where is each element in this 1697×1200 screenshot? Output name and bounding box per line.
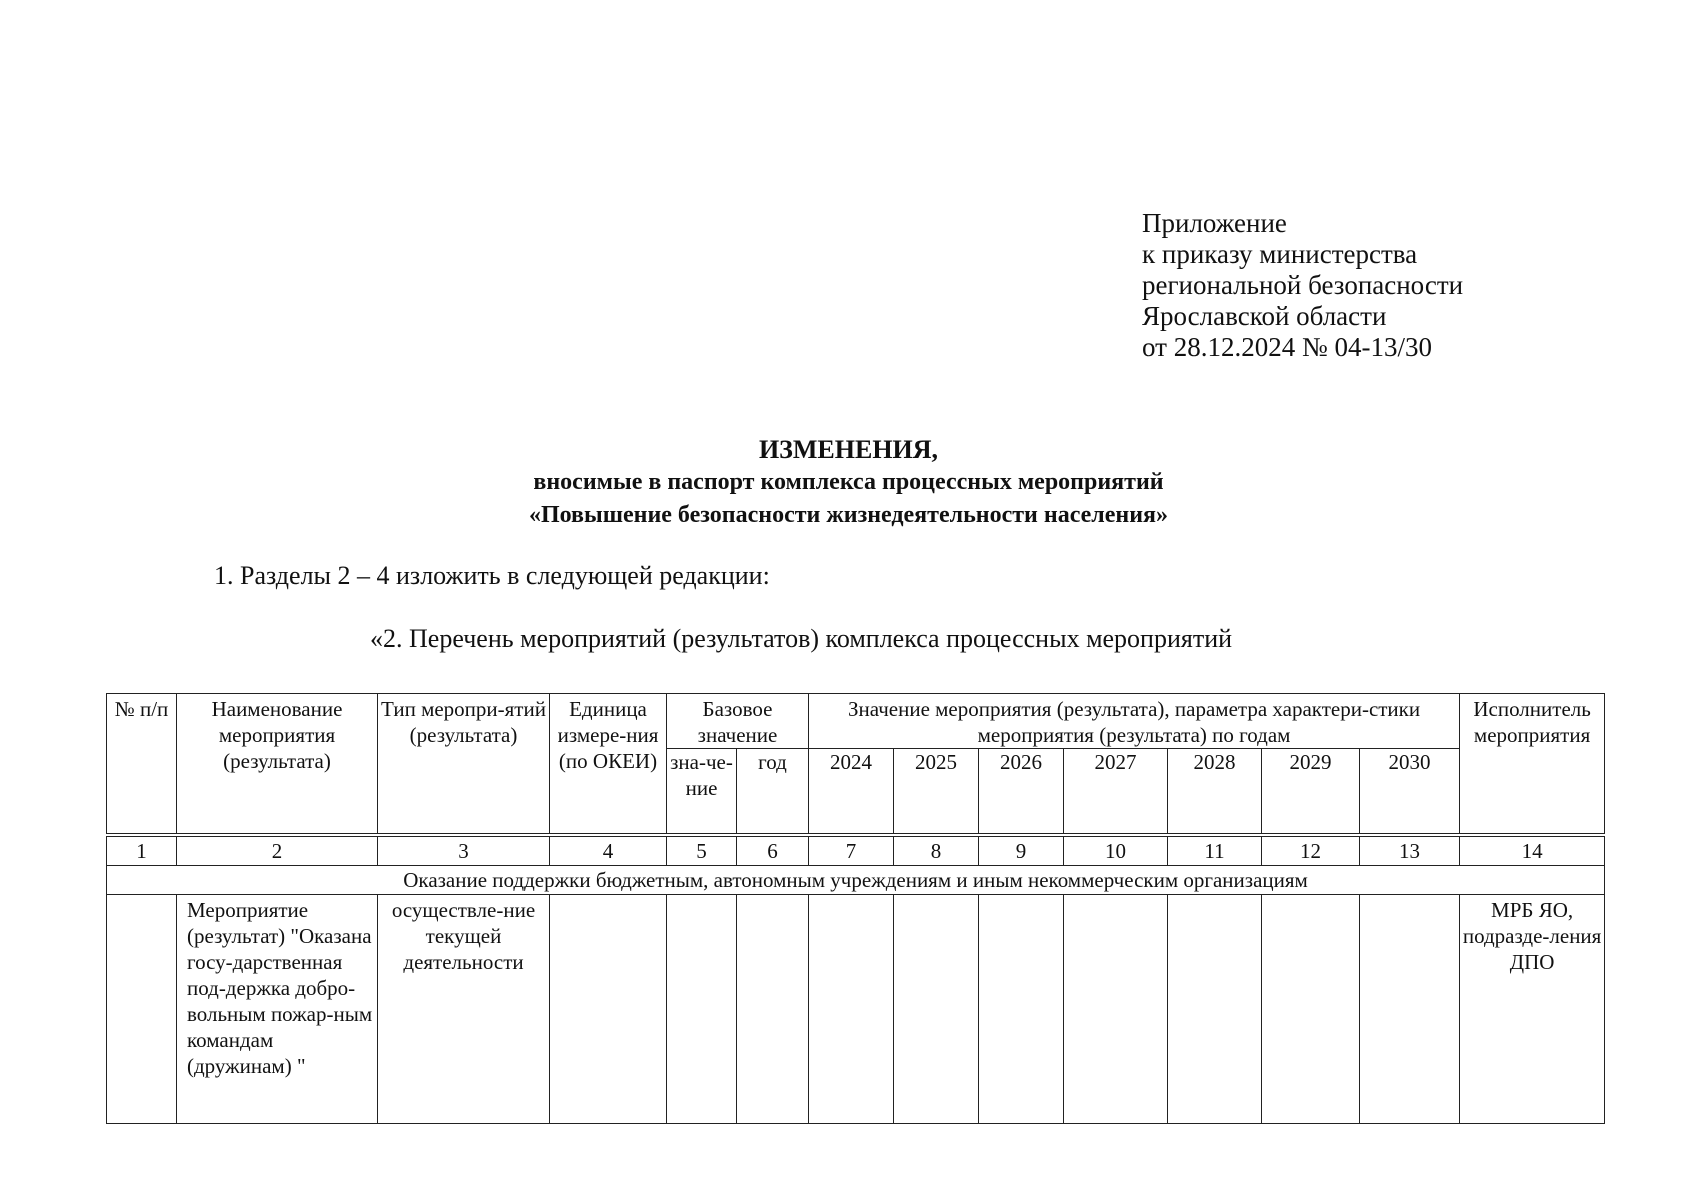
header-num: № п/п [107, 694, 177, 835]
column-number: 9 [979, 835, 1064, 866]
cell-2030 [1360, 894, 1460, 1123]
column-number: 14 [1460, 835, 1605, 866]
column-number: 12 [1262, 835, 1360, 866]
column-number: 2 [177, 835, 378, 866]
column-number: 8 [894, 835, 979, 866]
cell-2027 [1064, 894, 1168, 1123]
header-type: Тип меропри-ятий (результата) [378, 694, 550, 835]
cell-base-value [667, 894, 737, 1123]
section-heading: «2. Перечень мероприятий (результатов) комплекса процессных мероприятий [370, 624, 1233, 653]
cell-type: осуществле-ние текущей деятельности [378, 894, 550, 1123]
appendix-block [1142, 208, 1463, 363]
appendix-line: от 28.12.2024 № 04-13/30 [1142, 332, 1432, 362]
cell-executor: МРБ ЯО, подразде-ления ДПО [1460, 894, 1605, 1123]
cell-2028 [1168, 894, 1262, 1123]
column-number: 11 [1168, 835, 1262, 866]
header-row [107, 694, 1605, 749]
header-base-value: зна-че-ние [667, 749, 737, 835]
header-values: Значение мероприятия (результата), параметра характери-стики мероприятия (результата) по годам [809, 694, 1460, 749]
title-line-1: ИЗМЕНЕНИЯ, [758, 435, 939, 464]
column-number: 10 [1064, 835, 1168, 866]
header-year: 2025 [894, 749, 979, 835]
cell-2029 [1262, 894, 1360, 1123]
appendix-line: к приказу министерства [1142, 239, 1418, 269]
header-unit: Единица измере-ния (по ОКЕИ) [550, 694, 667, 835]
appendix-line: Приложение [1142, 208, 1287, 238]
cell-unit [550, 894, 667, 1123]
table-row [107, 894, 1605, 1123]
column-number-row [107, 835, 1605, 866]
header-year: 2029 [1262, 749, 1360, 835]
header-year: 2024 [809, 749, 894, 835]
cell-num [107, 894, 177, 1123]
cell-2025 [894, 894, 979, 1123]
column-number: 1 [107, 835, 177, 866]
header-year: 2028 [1168, 749, 1262, 835]
column-number: 6 [737, 835, 809, 866]
cell-base-year [737, 894, 809, 1123]
column-number: 13 [1360, 835, 1460, 866]
group-title: Оказание поддержки бюджетным, автономным учреждениям и иным некоммерческим организациям [107, 865, 1605, 894]
appendix-line: региональной безопасности [1142, 270, 1464, 300]
header-base-year: год [737, 749, 809, 835]
header-year: 2027 [1064, 749, 1168, 835]
appendix-line: Ярославской области [1142, 301, 1387, 331]
header-executor: Исполнитель мероприятия [1460, 694, 1605, 835]
title-line-2: вносимые в паспорт комплекса процессных мероприятий [533, 469, 1164, 495]
header-base: Базовое значение [667, 694, 809, 749]
instruction-paragraph: 1. Разделы 2 – 4 изложить в следующей редакции: [214, 561, 770, 590]
column-number: 4 [550, 835, 667, 866]
group-row [107, 865, 1605, 894]
column-number: 3 [378, 835, 550, 866]
cell-2024 [809, 894, 894, 1123]
header-name: Наименование мероприятия (результата) [177, 694, 378, 835]
header-year: 2030 [1360, 749, 1460, 835]
column-number: 7 [809, 835, 894, 866]
header-year: 2026 [979, 749, 1064, 835]
cell-name: Мероприятие (результат) "Оказана госу-дарственная под-держка добро-вольным пожар-ным командам (дружинам) " [177, 894, 378, 1123]
document-title [0, 433, 1697, 532]
title-line-3: «Повышение безопасности жизнедеятельности населения» [528, 502, 1169, 528]
cell-2026 [979, 894, 1064, 1123]
activities-table [106, 693, 1605, 1124]
column-number: 5 [667, 835, 737, 866]
